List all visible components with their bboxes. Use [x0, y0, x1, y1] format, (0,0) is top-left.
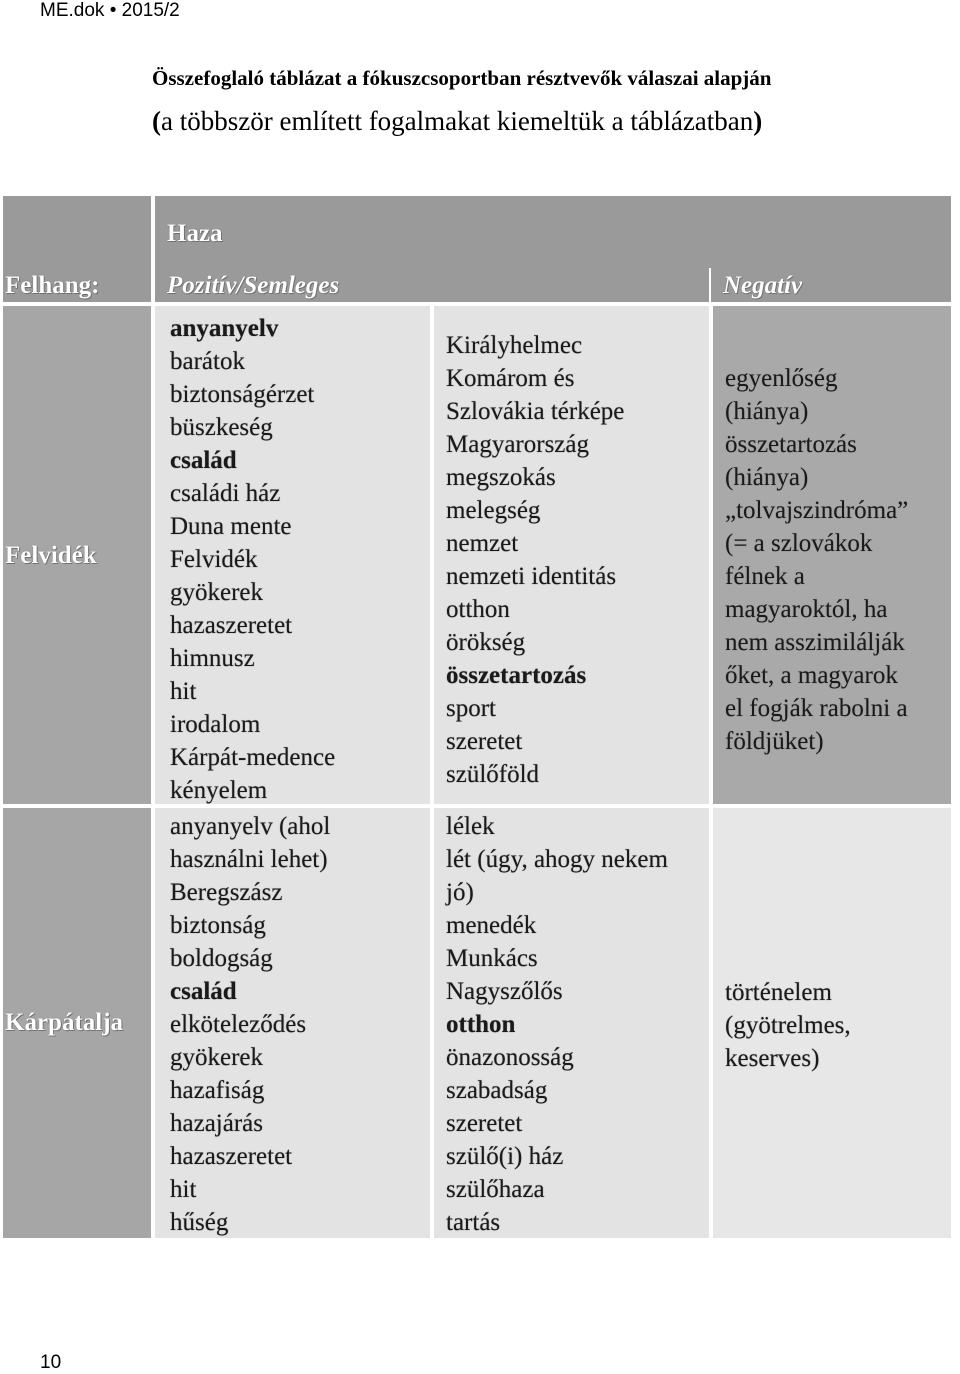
list-item: hazafiság	[170, 1077, 265, 1104]
list-item: otthon	[446, 596, 510, 623]
list-item: Munkács	[446, 945, 538, 972]
list-item: menedék	[446, 912, 537, 939]
list-item: biztonság	[170, 912, 266, 939]
page-number: 10	[40, 1352, 62, 1373]
list-item: büszkeség	[170, 414, 273, 441]
karpatalja-neg-list	[725, 976, 851, 1075]
list-item: otthon	[446, 1011, 516, 1038]
list-item: elköteleződés	[170, 1011, 307, 1038]
table-title: Összefoglaló táblázat a fókuszcsoportban résztvevők válaszai alapján	[152, 66, 772, 90]
list-item: nem asszimilálják	[725, 629, 905, 656]
list-item: egyenlőség	[725, 365, 838, 392]
subtitle-text: a többször említett fogalmakat kiemeltük a táblázatban	[161, 106, 754, 136]
list-item: Beregszász	[170, 879, 283, 906]
list-item: Szlovákia térképe	[446, 398, 625, 425]
list-item: földjüket)	[725, 728, 824, 755]
header-felhang: Felhang:	[5, 272, 100, 299]
list-item: félnek a	[725, 563, 805, 590]
header-negativ: Negatív	[723, 272, 803, 299]
subtitle-open-paren: (	[152, 106, 161, 136]
list-item: jó)	[446, 879, 474, 906]
list-item: megszokás	[446, 464, 556, 491]
list-item: hűség	[170, 1209, 229, 1236]
list-item: melegség	[446, 497, 541, 524]
row-label-felvidek: Felvidék	[5, 542, 97, 569]
list-item: szülő(i) ház	[446, 1143, 564, 1170]
list-item: Királyhelmec	[446, 332, 583, 359]
list-item: család	[170, 447, 237, 474]
list-item: Kárpát-medence	[170, 744, 336, 771]
list-item: magyaroktól, ha	[725, 596, 888, 623]
running-head: ME.dok • 2015/2	[40, 0, 180, 21]
summary-table	[3, 196, 955, 1238]
list-item: szeretet	[446, 1110, 523, 1137]
list-item: Duna mente	[170, 513, 292, 540]
list-item: himnusz	[170, 645, 255, 672]
list-item: boldogság	[170, 945, 273, 972]
list-item: sport	[446, 695, 496, 722]
list-item: irodalom	[170, 711, 261, 738]
list-item: el fogják rabolni a	[725, 695, 908, 722]
list-item: hazaszeretet	[170, 612, 293, 639]
list-item: barátok	[170, 348, 245, 375]
list-item: összetartozás	[446, 662, 587, 689]
list-item: őket, a magyarok	[725, 662, 898, 689]
list-item: szeretet	[446, 728, 523, 755]
karpatalja-pos-a-list	[170, 810, 330, 1239]
list-item: (hiánya)	[725, 464, 809, 491]
list-item: gyökerek	[170, 579, 264, 606]
table-subtitle	[152, 106, 942, 137]
row-label-karpatalja: Kárpátalja	[5, 1009, 124, 1036]
list-item: családi ház	[170, 480, 281, 507]
list-item: család	[170, 978, 237, 1005]
felvidek-pos-a-list	[170, 312, 335, 807]
list-item: Komárom és	[446, 365, 575, 392]
list-item: összetartozás	[725, 431, 857, 458]
karpatalja-pos-b-list	[446, 810, 668, 1239]
list-item: tartás	[446, 1209, 501, 1236]
list-item: hit	[170, 1176, 197, 1203]
list-item: nemzet	[446, 530, 519, 557]
list-item: hazaszeretet	[170, 1143, 293, 1170]
list-item: önazonosság	[446, 1044, 574, 1071]
list-item: szülőhaza	[446, 1176, 545, 1203]
list-item: Nagyszőlős	[446, 978, 563, 1005]
list-item: gyökerek	[170, 1044, 264, 1071]
list-item: Felvidék	[170, 546, 258, 573]
list-item: (gyötrelmes,	[725, 1012, 851, 1039]
list-item: lélek	[446, 813, 495, 840]
list-item: hit	[170, 678, 197, 705]
list-item: szabadság	[446, 1077, 548, 1104]
list-item: nemzeti identitás	[446, 563, 617, 590]
subtitle-close-paren: )	[753, 106, 763, 136]
list-item: hazajárás	[170, 1110, 263, 1137]
felvidek-pos-b-list	[446, 329, 701, 791]
list-item: „tolvajszindróma”	[725, 497, 909, 524]
list-item: használni lehet)	[170, 846, 328, 873]
list-item: örökség	[446, 629, 526, 656]
list-item: kényelem	[170, 777, 268, 804]
header-pozitiv: Pozitív/Semleges	[167, 272, 340, 299]
header-column-divider	[709, 268, 711, 302]
felvidek-neg-list	[725, 362, 908, 758]
list-item: anyanyelv	[170, 315, 279, 342]
list-item: biztonságérzet	[170, 381, 315, 408]
list-item: (hiánya)	[725, 398, 809, 425]
list-item: történelem	[725, 979, 832, 1006]
list-item: szülőföld	[446, 761, 540, 788]
list-item: (= a szlovákok	[725, 530, 873, 557]
list-item: keserves)	[725, 1045, 820, 1072]
list-item: lét (úgy, ahogy nekem	[446, 846, 668, 873]
list-item: anyanyelv (ahol	[170, 813, 331, 840]
header-haza: Haza	[167, 220, 223, 247]
list-item: Magyarország	[446, 431, 589, 458]
